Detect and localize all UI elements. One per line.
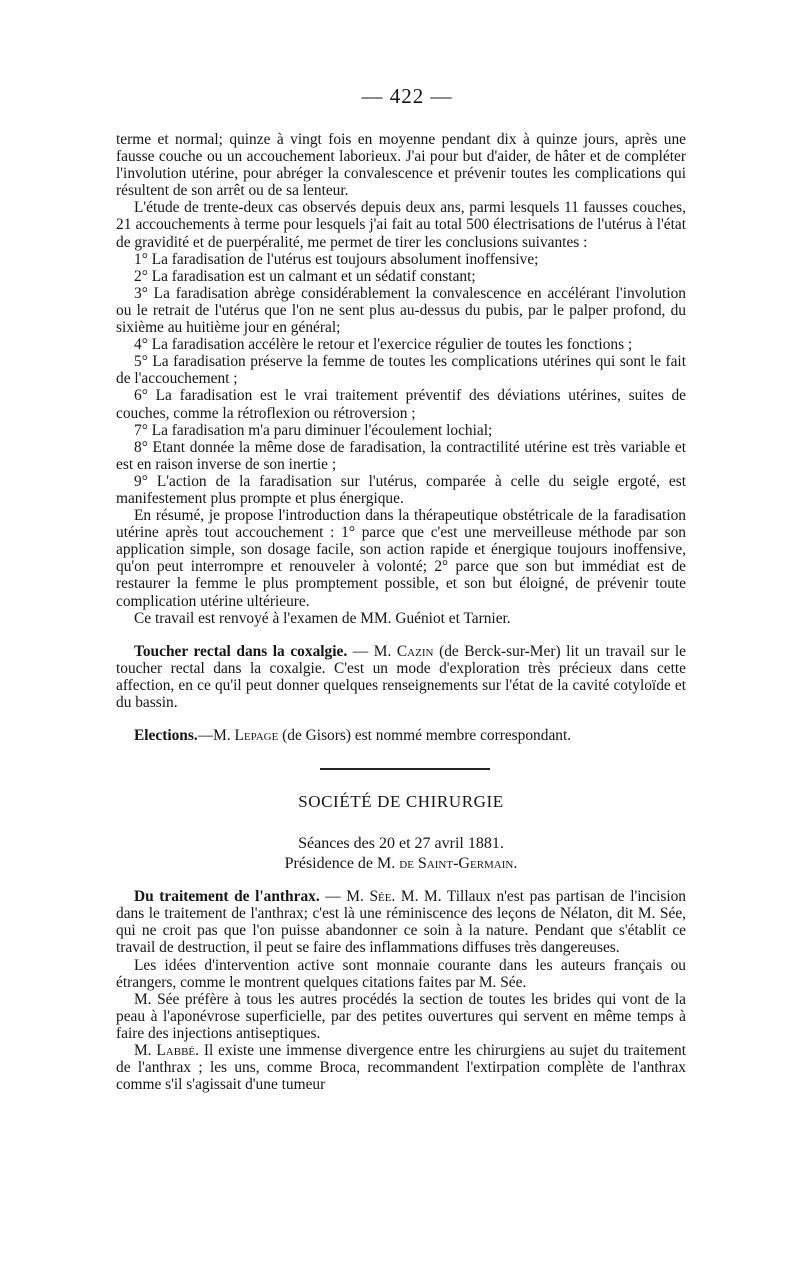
president-name: Saint-Germain.	[413, 855, 518, 873]
member-name: Lepage	[234, 727, 279, 745]
conclusion-item: 1° La faradisation de l'utérus est toujours absolument inoffensive;	[134, 250, 539, 268]
paragraph-referral: Ce travail est renvoyé à l'examen de MM. Guéniot et Tarnier.	[134, 609, 511, 627]
conclusion-item: 5° La faradisation préserve la femme de toutes les complications utérines qui sont le fait de l'accouchement ;	[116, 353, 686, 388]
conclusion-item: 8° Etant donnée la même dose de faradisation, la contractilité utérine est très variable et est en raison inverse de son inertie ;	[116, 438, 686, 473]
author-name: Cazin	[396, 642, 434, 660]
page-number: — 422 —	[361, 84, 453, 108]
section-heading: Toucher rectal dans la coxalgie.	[134, 642, 348, 660]
section-divider	[320, 768, 490, 770]
paragraph-anthrax-4: M. Labbé. Il existe une immense divergence entre les chirurgiens au sujet du traitement de l'anthrax ; les uns, comme Broca, recommandent l'extirpation complète de l'anthrax comme s'il s'agissait d'une tumeur	[116, 1042, 686, 1094]
conclusion-item: 6° La faradisation est le vrai traitement préventif des déviations utérines, suites de couches, comme la rétroflexion ou rétroversion ;	[116, 387, 686, 422]
society-title: SOCIÉTÉ DE CHIRURGIE	[298, 792, 504, 812]
anthrax-section	[116, 888, 686, 1093]
conclusion-item: 2° La faradisation est un calmant et un sédatif constant;	[134, 267, 476, 285]
paragraph-coxalgie: Toucher rectal dans la coxalgie. — M. Cazin (de Berck-sur-Mer) lit un travail sur le toucher rectal dans la coxalgie. C'est un mode d'exploration très précieux dans cette affection, en ce qu'il peut donner quelques renseignements sur l'état de la cavité cotyloïde et du bassin.	[116, 642, 687, 711]
conclusion-item: 4° La faradisation accélère le retour et l'exercice régulier de toutes les fonctions ;	[134, 336, 633, 354]
section-heading: Du traitement de l'anthrax.	[134, 888, 320, 906]
obstetrics-section	[116, 131, 686, 627]
session-dates: Séances des 20 et 27 avril 1881.	[298, 835, 504, 853]
elections-section	[116, 727, 686, 744]
coxalgie-section	[116, 643, 686, 711]
paragraph-elections: Elections.—M. Lepage (de Gisors) est nommé membre correspondant.	[134, 727, 572, 745]
paragraph-study: L'étude de trente-deux cas observés depuis deux ans, parmi lesquels 11 fausses couches, 21 accouchements à terme pour lesquels j'ai fait au total 500 électrisations de l'utérus à l'état de gravidité et de puerpéralité, me permet de tirer les conclusions suivantes :	[116, 199, 686, 251]
paragraph-summary: En résumé, je propose l'introduction dans la thérapeutique obstétricale de la faradisation utérine après tout accouchement : 1° parce que c'est une merveilleuse méthode par son application simple, son dosage facile, son action rapide et énergique toujours inoffensive, qu'on peut interrompre et renouveler à volonté; 2° parce que son but immédiat est de restaurer la femme le plus promptement possible, et son but éloigné, de prévenir toute complication utérine ultérieure.	[116, 507, 686, 610]
conclusion-item: 3° La faradisation abrège considérablement la convalescence en accélérant l'involution ou le retrait de l'utérus que l'on ne sent plus au-dessus du pubis, par le palper profond, du sixième au huitième jour en général;	[116, 284, 686, 337]
author-name: Sée	[369, 888, 392, 906]
paragraph-intro: terme et normal; quinze à vingt fois en moyenne pendant dix à quinze jours, après une fausse couche ou un accouchement laborieux. J'ai pour but d'aider, de hâter et de compléter l'involution utérine, pour abréger la convalescence et prévenir toutes les complications qui résultent de son arrêt ou de sa lenteur.	[116, 131, 686, 200]
paragraph-anthrax-3: M. Sée préfère à tous les autres procédés la section de toutes les brides qui vont de la peau à l'aponévrose superficielle, par des petites ouvertures qui servent en même temps à faire des injections antiseptiques.	[116, 990, 686, 1042]
conclusion-item: 9° L'action de la faradisation sur l'utérus, comparée à celle du seigle ergoté, est manifestement plus prompte et plus énergique.	[116, 472, 686, 507]
conclusion-item: 7° La faradisation m'a paru diminuer l'écoulement lochial;	[134, 421, 493, 439]
speaker-name: M. Labbé.	[134, 1042, 199, 1060]
paragraph-anthrax-2: Les idées d'intervention active sont monnaie courante dans les auteurs français ou étrangers, comme le montrent quelques citations faites par M. Sée.	[116, 956, 686, 991]
paragraph-anthrax-1: Du traitement de l'anthrax. — M. Sée. M. M. Tillaux n'est pas partisan de l'incision dans le traitement de l'anthrax; c'est là une réminiscence des leçons de Nélaton, dit M. Sée, qui ne croit pas que l'on puisse abandonner ce soin à la nature. Pendant que s'établit ce travail de destruction, il peut se faire des inflammations diffuses très dangereuses.	[116, 888, 687, 957]
presidency-line: Présidence de M. de Saint-Germain.	[284, 855, 518, 873]
section-heading: Elections.	[134, 727, 198, 745]
